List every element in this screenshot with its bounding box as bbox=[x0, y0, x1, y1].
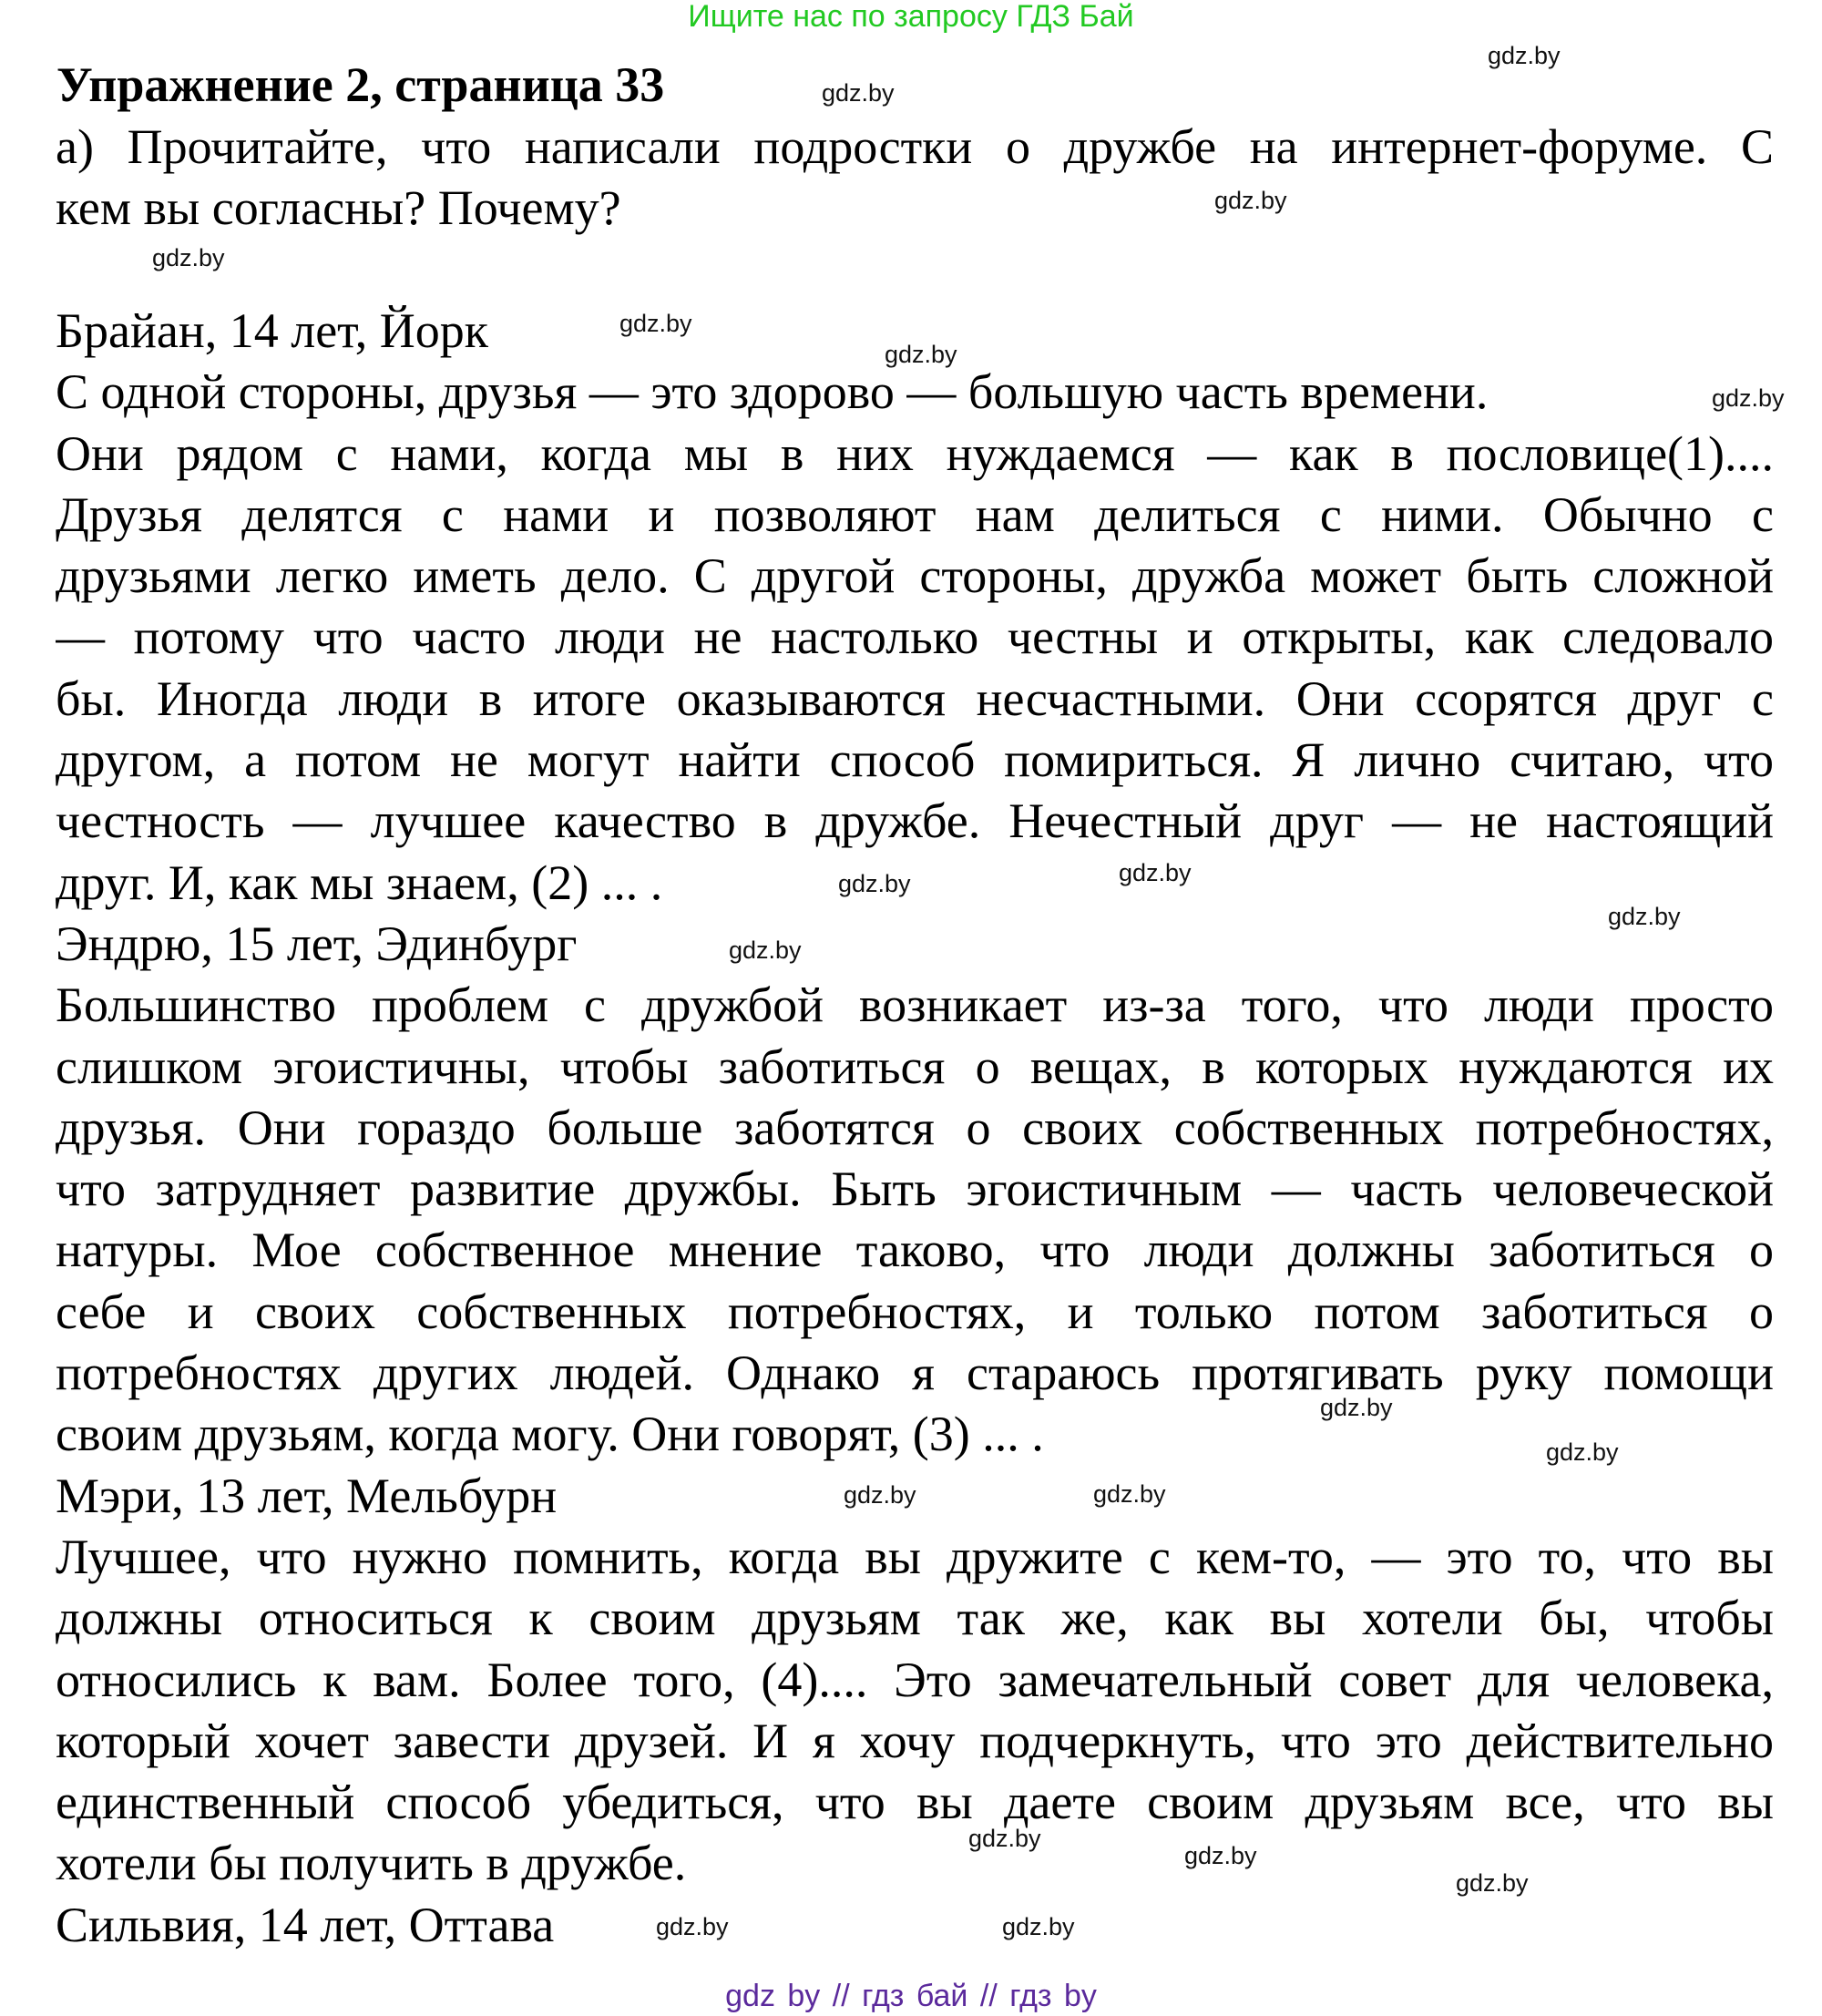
text-line: кем вы согласны? Почему? bbox=[56, 180, 621, 236]
text-line: другом, а потом не могут найти способ помириться. Я лично считаю, что bbox=[56, 732, 1774, 788]
text-line: единственный способ убедиться, что вы даете своим друзьям все, что вы bbox=[56, 1775, 1774, 1830]
text-line: должны относиться к своим друзьям так же, как вы хотели бы, чтобы bbox=[56, 1591, 1774, 1646]
text-line: своим друзьям, когда могу. Они говорят, (3) ... . bbox=[56, 1407, 1044, 1462]
text-line: Лучшее, что нужно помнить, когда вы дружите с кем-то, — это то, что вы bbox=[56, 1529, 1774, 1584]
text-line: а) Прочитайте, что написали подростки о дружбе на интернет-форуме. С bbox=[56, 119, 1774, 174]
watermark: gdz.by bbox=[822, 79, 895, 107]
watermark: gdz.by bbox=[729, 936, 802, 964]
watermark: gdz.by bbox=[1184, 1842, 1257, 1869]
text-line: Друзья делятся с нами и позволяют нам делиться с ними. Обычно с bbox=[56, 486, 1774, 542]
text-line: что затрудняет развитие дружбы. Быть эгоистичным — часть человеческой bbox=[56, 1162, 1774, 1217]
watermark: gdz.by bbox=[1119, 859, 1192, 886]
text-line: хотели бы получить в дружбе. bbox=[56, 1836, 687, 1891]
text-line: честность — лучшее качество в дружбе. Нечестный друг — не настоящий bbox=[56, 793, 1774, 849]
watermark: gdz.by bbox=[1214, 187, 1287, 214]
watermark: gdz.by bbox=[1002, 1913, 1075, 1940]
text-line: — потому что часто люди не настолько честны и открыты, как следовало bbox=[56, 609, 1774, 665]
intro-text bbox=[56, 117, 1774, 240]
text-line: себе и своих собственных потребностях, и только потом заботиться о bbox=[56, 1284, 1774, 1339]
watermark: gdz.by bbox=[1320, 1394, 1393, 1421]
text-line: слишком эгоистичны, чтобы заботиться о вещах, в которых нуждаются их bbox=[56, 1039, 1774, 1094]
watermark: gdz.by bbox=[1456, 1869, 1529, 1897]
text-line: Большинство проблем с дружбой возникает из-за того, что люди просто bbox=[56, 977, 1774, 1033]
search-banner: Ищите нас по запросу ГДЗ Бай bbox=[688, 0, 1134, 34]
watermark: gdz.by bbox=[1546, 1438, 1619, 1466]
watermark: gdz.by bbox=[152, 244, 225, 271]
watermark: gdz.by bbox=[1093, 1480, 1166, 1508]
text-line: натуры. Мое собственное мнение таково, что люди должны заботиться о bbox=[56, 1223, 1774, 1278]
footer-links: gdz by // гдз бай // гдз by bbox=[725, 1979, 1097, 2013]
text-line: Они рядом с нами, когда мы в них нуждаемся — как в пословице(1).... bbox=[56, 425, 1774, 481]
watermark: gdz.by bbox=[1488, 42, 1561, 69]
text-line: Мэри, 13 лет, Мельбурн bbox=[56, 1468, 558, 1523]
text-line: друзьями легко иметь дело. С другой стороны, дружба может быть сложной bbox=[56, 548, 1774, 604]
watermark: gdz.by bbox=[1712, 384, 1785, 412]
watermark: gdz.by bbox=[619, 310, 692, 337]
text-line: относились к вам. Более того, (4).... Это замечательный совет для человека, bbox=[56, 1652, 1774, 1707]
watermark: gdz.by bbox=[844, 1481, 916, 1509]
text-line: Эндрю, 15 лет, Эдинбург bbox=[56, 916, 578, 971]
text-line: друг. И, как мы знаем, (2) ... . bbox=[56, 854, 663, 910]
text-line: бы. Иногда люди в итоге оказываются несчастными. Они ссорятся друг с bbox=[56, 670, 1774, 726]
forum-posts bbox=[56, 301, 1774, 1956]
text-line: который хочет завести друзей. И я хочу подчеркнуть, что это действительно bbox=[56, 1713, 1774, 1768]
watermark: gdz.by bbox=[838, 870, 911, 897]
text-line: Брайан, 14 лет, Йорк bbox=[56, 303, 488, 358]
watermark: gdz.by bbox=[885, 341, 957, 368]
watermark: gdz.by bbox=[968, 1825, 1041, 1852]
text-line: потребностях других людей. Однако я стараюсь протягивать руку помощи bbox=[56, 1346, 1774, 1401]
page-title: Упражнение 2, страница 33 bbox=[56, 57, 665, 112]
text-line: друзья. Они гораздо больше заботятся о своих собственных потребностях, bbox=[56, 1100, 1774, 1155]
text-line: Сильвия, 14 лет, Оттава bbox=[56, 1897, 555, 1952]
watermark: gdz.by bbox=[1608, 903, 1681, 930]
text-line: С одной стороны, друзья — это здорово — большую часть времени. bbox=[56, 364, 1489, 420]
watermark: gdz.by bbox=[656, 1913, 729, 1940]
